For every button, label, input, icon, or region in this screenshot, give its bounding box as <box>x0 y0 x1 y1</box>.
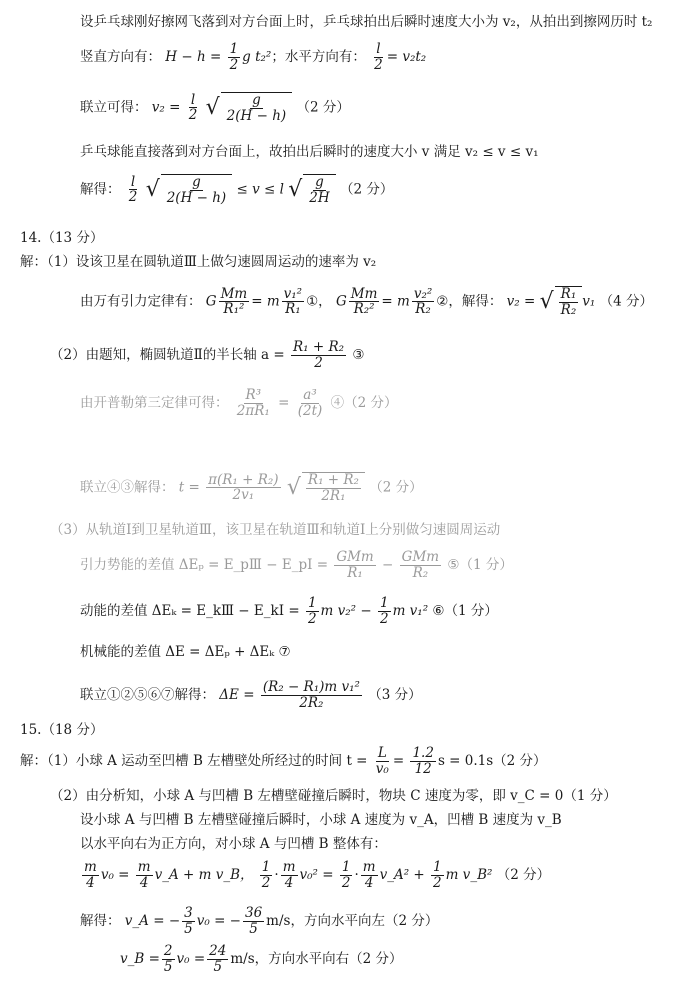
q15-va-result: 解得： v_A = − $\frac{3}{5}$ v₀ = − $\frac{36}{5}$ m/s，方向水平向左（2 分） <box>80 905 439 937</box>
q15-setup: 设小球 A 与凹槽 B 左槽壁碰撞后瞬时，小球 A 速度为 v_A，凹槽 B 速度为 v_B <box>80 812 562 828</box>
q14-part3: （3）从轨道Ⅰ到卫星轨道Ⅲ，该卫星在轨道Ⅲ和轨道Ⅰ上分别做匀速圆周运动 <box>50 522 501 538</box>
q14-time-eq: 联立④③解得： t = $\frac{\text{π(R₁ + R₂)}}{\text{2v₁}}$ √ $\frac{\text{R₁ + R₂}}{\text{2R₁}}$ （2 分） <box>80 471 423 504</box>
q15-vb-result: v_B = $\frac{2}{5}$ v₀ = $\frac{24}{5}$ m/s，方向水平向右（2 分） <box>120 943 403 975</box>
question-15-heading: 15.（18 分） <box>20 722 104 738</box>
q15-direction: 以水平向右为正方向，对小球 A 与凹槽 B 整体有： <box>80 836 387 852</box>
eq-line-5: 解得： $\frac{l}{2}$ √ $\frac{g}{2(H - h)}$ ≤ v ≤ l √ $\frac{g}{2H}$ （2 分） <box>80 173 394 206</box>
q14-part2: （2）由题知，椭圆轨道Ⅱ的半长轴 a = $\frac{\text{R₁ + R₂}}{2}$ ③ <box>50 339 365 371</box>
q15-part2: （2）由分析知，小球 A 与凹槽 B 左槽壁碰撞后瞬时，物块 C 速度为零，即 v_C = 0（1 分） <box>50 788 617 804</box>
q14-mechanical-eq: 机械能的差值 ΔE = ΔEₚ + ΔEₖ ⑦ <box>80 644 291 660</box>
q14-gravitation-eq: 由万有引力定律有： G $\frac{Mm}{\text{R₁²}}$ = m $\frac{\text{v₁²}}{\text{R₁}}$ ①， G $\frac{Mm}{\text{R₂²}}$ = m $\frac{\text{v₂²}}{\text{R₂}}$ ②，解得： v₂ = √ $\frac{\text{R₁}}{\text{R₂}}$ v₁ （4 分） <box>80 285 653 318</box>
q14-kepler-eq: 由开普勒第三定律可得： $\frac{\text{R³}}{\text{2πR₁}}$ = $\frac{\text{a³}}{(2t)}$ ④（2 分） <box>80 387 398 419</box>
q15-part1: 解：（1）小球 A 运动至凹槽 B 左槽壁处所经过的时间 t = $\frac{L}{\text{v₀}}$ = $\frac{1.2}{12}$ s = 0.1s（2 分） <box>20 745 547 777</box>
q14-kinetic-eq: 动能的差值 ΔEₖ = E_kⅢ − E_kⅠ = $\frac{1}{2}$ m v₂² − $\frac{1}{2}$ m v₁² ⑥（1 分） <box>80 595 498 627</box>
q14-potential-eq: 引力势能的差值 ΔEₚ = E_pⅢ − E_pⅠ = $\frac{\text{GMm}}{\text{R₁}}$ − $\frac{\text{GMm}}{\text{R₂}}$ ⑤（1 分） <box>80 549 513 581</box>
eq-line-3: 联立可得： v₂ = $\frac{l}{2}$ √ $\frac{g}{2(H - h)}$ （2 分） <box>80 91 350 124</box>
q14-result-eq: 联立①②⑤⑥⑦解得： ΔE = $\frac{\text{(R₂ − R₁)m v₁²}}{\text{2R₂}}$ （3 分） <box>80 679 422 711</box>
eq-line-2: 竖直方向有： H − h = $\frac{1}{2}$ g t₂²；水平方向有： $\frac{l}{2}$ = v₂t₂ <box>80 41 427 73</box>
q14-part1: 解：（1）设该卫星在圆轨道Ⅲ上做匀速圆周运动的速率为 v₂ <box>20 254 377 270</box>
question-14-heading: 14.（13 分） <box>20 230 104 246</box>
text-line-1: 设乒乓球刚好擦网飞落到对方台面上时，乒乓球拍出后瞬时速度大小为 v₂，从拍出到擦网历时 t₂ <box>80 14 653 30</box>
text-line-4: 乒乓球能直接落到对方台面上，故拍出后瞬时的速度大小 v 满足 v₂ ≤ v ≤ v₁ <box>80 144 539 160</box>
q15-momentum-energy-eq: $\frac{m}{4}$ v₀ = $\frac{m}{4}$ v_A + m v_B， $\frac{1}{2}$ · $\frac{m}{4}$ v₀² = $\frac{1}{2}$ · $\frac{m}{4}$ v_A² + $\frac{1}{2}$ m v_B² （2 分） <box>84 859 551 891</box>
